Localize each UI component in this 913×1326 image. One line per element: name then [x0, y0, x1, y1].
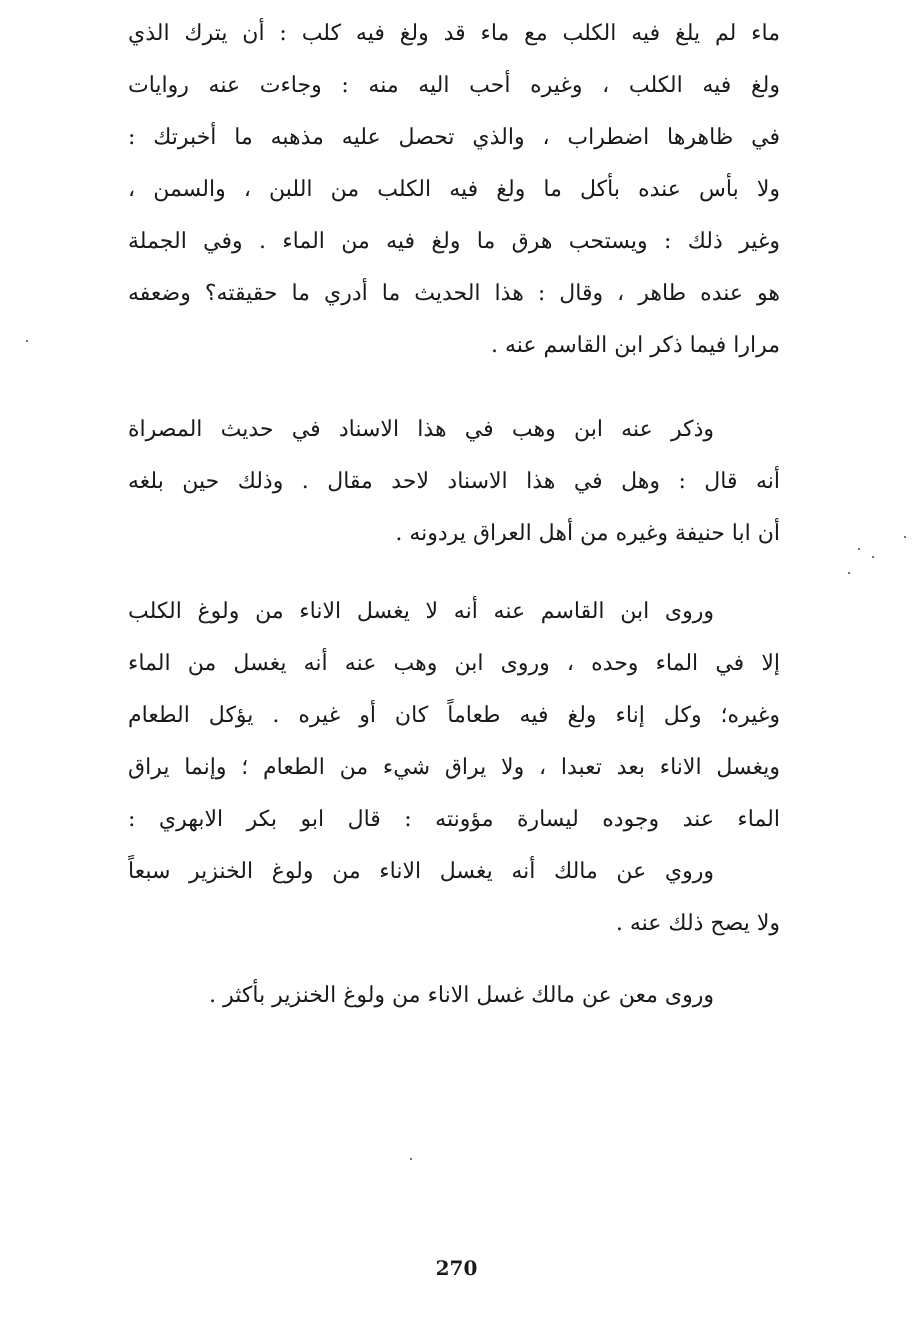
scan-speck: [410, 1158, 412, 1160]
text-line: مرارا فيما ذكر ابن القاسم عنه .: [491, 333, 780, 358]
text-line: ولا يصح ذلك عنه .: [615, 911, 780, 936]
text-line: الماء عند وجوده ليسارة مؤونته : قال ابو بكر الابهري :: [128, 807, 780, 832]
text-line: ويغسل الاناء بعد تعبدا ، ولا يراق شيء من الطعام ؛ وإنما يراق: [128, 755, 780, 780]
scan-speck: [904, 536, 906, 538]
text-line: أنه قال : وهل في هذا الاسناد لاحد مقال . وذلك حين بلغه: [128, 469, 780, 494]
text-line: وغير ذلك : ويستحب هرق ما ولغ فيه من الماء . وفي الجملة: [128, 229, 780, 254]
text-line: إلا في الماء وحده ، وروى ابن وهب عنه أنه يغسل من الماء: [128, 651, 780, 676]
paragraph-3: [128, 586, 780, 950]
text-line: ماء لم يلغ فيه الكلب مع ماء قد ولغ فيه كلب : أن يترك الذي: [128, 21, 780, 46]
text-line: هو عنده طاهر ، وقال : هذا الحديث ما أدري ما حقيقته؟ وضعفه: [128, 281, 780, 306]
paragraph-1: [128, 8, 780, 372]
text-line: ولا بأس عنده بأكل ما ولغ فيه الكلب من اللبن ، والسمن ،: [128, 177, 780, 202]
scan-speck: [858, 548, 860, 550]
scan-speck: [872, 556, 874, 558]
text-line: وذكر عنه ابن وهب في هذا الاسناد في حديث المصراة: [128, 417, 714, 442]
text-line: وروى معن عن مالك غسل الاناء من ولوغ الخنزير بأكثر .: [209, 983, 714, 1008]
paragraph-4: [128, 970, 780, 1022]
text-line: وروى ابن القاسم عنه أنه لا يغسل الاناء من ولوغ الكلب: [128, 599, 714, 624]
text-line: وغيره؛ وكل إناء ولغ فيه طعاماً كان أو غيره . يؤكل الطعام: [128, 703, 780, 728]
text-line: في ظاهرها اضطراب ، والذي تحصل عليه مذهبه ما أخبرتك :: [128, 125, 780, 150]
page-number: 270: [435, 1256, 478, 1280]
paragraph-2: [128, 404, 780, 560]
text-line: وروي عن مالك أنه يغسل الاناء من ولوغ الخنزير سبعاً: [128, 859, 714, 884]
text-line: أن ابا حنيفة وغيره من أهل العراق يردونه .: [395, 521, 780, 546]
text-line: ولغ فيه الكلب ، وغيره أحب اليه منه : وجاءت عنه روايات: [128, 73, 780, 98]
scan-speck: [26, 340, 28, 342]
scan-speck: [848, 572, 850, 574]
